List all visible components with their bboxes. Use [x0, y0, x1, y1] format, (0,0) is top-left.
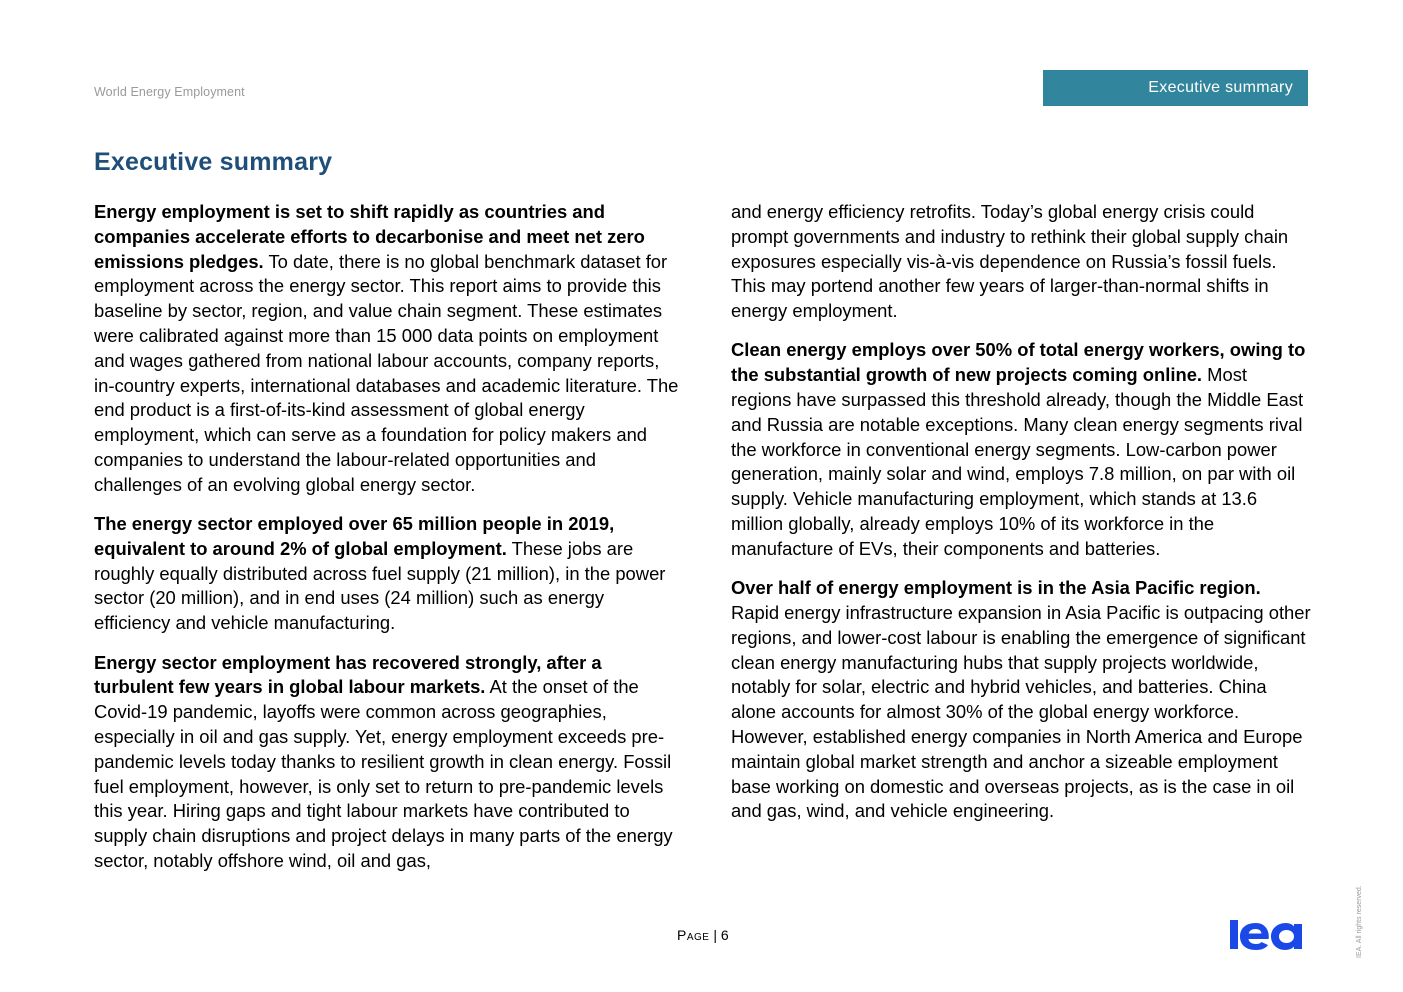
- page-separator: |: [709, 927, 721, 943]
- paragraph: [731, 576, 1311, 824]
- paragraph-body: and energy efficiency retrofits. Today’s global energy crisis could prompt governments and industry to rethink their global supply chain exposures especially vis-à-vis dependence on Russia’s fossil fuels. This may portend another few years of larger-than-normal shifts in energy employment.: [731, 201, 1289, 322]
- page-label: Page: [677, 927, 710, 943]
- section-tab-label: Executive summary: [1148, 79, 1293, 96]
- page-title: Executive summary: [94, 148, 333, 176]
- section-tab: [1043, 70, 1308, 106]
- running-header-title: World Energy Employment: [94, 85, 245, 99]
- left-column: [94, 200, 679, 888]
- iea-logo-icon: [1230, 917, 1308, 952]
- paragraph-lead: Over half of energy employment is in the Asia Pacific region.: [731, 577, 1261, 599]
- paragraph: [94, 200, 679, 498]
- paragraph-lead: Energy employment is set to shift rapidly as countries and companies accelerate efforts to decarbonise and meet net zero emissions pledges.: [94, 201, 645, 272]
- paragraph-body: Rapid energy infrastructure expansion in Asia Pacific is outpacing other regions, and lower-cost labour is enabling the emergence of significant clean energy manufacturing hubs that supply projects worldwide, notably for solar, electric and hybrid vehicles, and batteries. China alone accounts for almost 30% of the global energy workforce. However, established energy companies in North America and Europe maintain global market strength and anchor a sizeable employment base working on domestic and overseas projects, as is the case in oil and gas, wind, and vehicle engineering.: [731, 601, 1311, 822]
- page-number-value: 6: [720, 927, 729, 943]
- paragraph-body: To date, there is no global benchmark dataset for employment across the energy sector. This report aims to provide this baseline by sector, region, and value chain segment. These estimates were calibrated against more than 15 000 data points on employment and wages gathered from national labour accounts, company reports, in-country experts, international databases and academic literature. The end product is a first-of-its-kind assessment of global energy employment, which can serve as a foundation for policy makers and companies to understand the labour-related opportunities and challenges of an evolving global energy sector.: [94, 250, 679, 495]
- paragraph-body: Most regions have surpassed this threshold already, though the Middle East and Russia are notable exceptions. Many clean energy segments rival the workforce in conventional energy segments. Low-carbon power generation, mainly solar and wind, employs 7.8 million, on par with oil supply. Vehicle manufacturing employment, which stands at 13.6 million globally, already employs 10% of its workforce in the manufacture of EVs, their components and batteries.: [731, 364, 1304, 559]
- paragraph-lead: Clean energy employs over 50% of total energy workers, owing to the substantial growth of new projects coming online.: [731, 339, 1306, 386]
- paragraph-lead: The energy sector employed over 65 million people in 2019, equivalent to around 2% of global employment.: [94, 513, 615, 559]
- paragraph: [94, 512, 679, 636]
- paragraph-body: At the onset of the Covid-19 pandemic, layoffs were common across geographies, especially in oil and gas supply. Yet, energy employment exceeds pre-pandemic levels today thanks to resilient growth in clean energy. Fossil fuel employment, however, is only set to return to pre-pandemic levels this year. Hiring gaps and tight labour markets have contributed to supply chain disruptions and project delays in many parts of the energy sector, notably offshore wind, oil and gas,: [94, 676, 673, 871]
- copyright-notice: IEA. All rights reserved.: [1356, 885, 1363, 958]
- paragraph: [94, 651, 679, 874]
- page-number: [677, 927, 729, 943]
- right-column: [731, 200, 1311, 839]
- paragraph-body: These jobs are roughly equally distributed across fuel supply (21 million), in the power sector (20 million), and in end uses (24 million) such as energy efficiency and vehicle manufacturing.: [94, 537, 666, 634]
- paragraph-lead: Energy sector employment has recovered strongly, after a turbulent few years in global labour markets.: [94, 651, 602, 698]
- paragraph: [731, 338, 1311, 561]
- paragraph: [731, 200, 1311, 324]
